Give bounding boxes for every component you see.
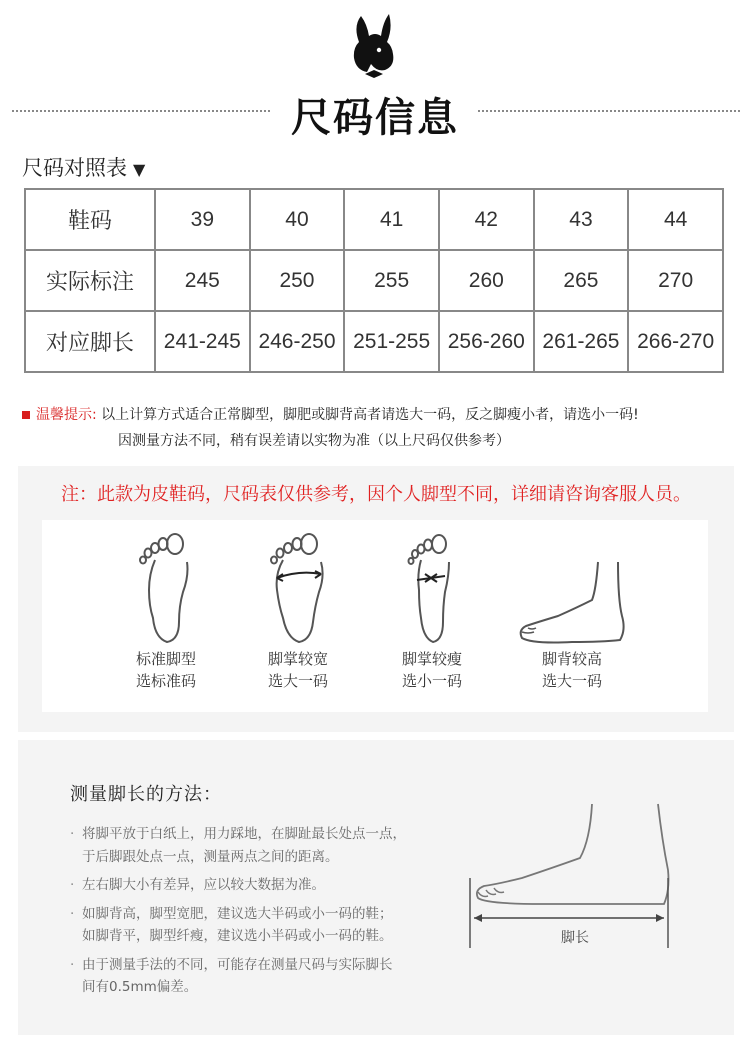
method-text: 于后脚跟处点一点，测量两点之间的距离。 xyxy=(82,848,339,865)
brand-logo xyxy=(343,12,405,82)
tips-text-1: 以上计算方式适合正常脚型，脚肥或脚背高者请选大一码，反之脚瘦小者，请选小一码! xyxy=(101,407,639,423)
foot-length-diagram-icon xyxy=(462,800,682,960)
list-item xyxy=(70,874,470,897)
table-cell: 250 xyxy=(250,250,345,311)
row-header: 对应脚长 xyxy=(25,311,155,372)
size-table-title-text: 尺码对照表 xyxy=(22,156,127,180)
standard-foot-icon xyxy=(131,530,201,648)
list-item xyxy=(70,903,470,948)
table-cell: 260 xyxy=(439,250,534,311)
table-cell: 266-270 xyxy=(628,311,723,372)
page-title: 尺码信息 xyxy=(291,95,459,141)
divider-right xyxy=(478,110,740,112)
table-cell: 261-265 xyxy=(534,311,629,372)
foot-type-caption-1: 脚掌较瘦 xyxy=(401,650,462,668)
method-text: 如脚背高，脚型宽肥，建议选大半码或小一码的鞋； xyxy=(82,905,393,922)
tips-text-2: 因测量方法不同，稍有误差请以实物为准（以上尺码仅供参考） xyxy=(118,433,510,449)
foot-type-standard xyxy=(106,520,226,692)
table-cell: 40 xyxy=(250,189,345,250)
list-item xyxy=(70,954,470,999)
foot-type-narrow xyxy=(372,520,492,692)
high-instep-foot-icon xyxy=(512,530,632,648)
size-chart-table xyxy=(24,188,724,373)
table-cell: 251-255 xyxy=(344,311,439,372)
foot-type-caption-1: 脚掌较宽 xyxy=(267,650,328,668)
wide-foot-icon xyxy=(263,530,333,648)
narrow-foot-icon xyxy=(397,530,467,648)
table-row xyxy=(25,250,723,311)
foot-type-wide xyxy=(238,520,358,692)
table-cell: 245 xyxy=(155,250,250,311)
section-header xyxy=(0,82,750,142)
list-item xyxy=(70,823,470,868)
foot-length-label: 脚长 xyxy=(561,930,589,946)
table-cell: 255 xyxy=(344,250,439,311)
method-text: 如脚背平，脚型纤瘦，建议选小半码或小一码的鞋。 xyxy=(82,928,393,944)
table-cell: 42 xyxy=(439,189,534,250)
table-cell: 41 xyxy=(344,189,439,250)
bullet-dot-icon: · xyxy=(70,877,75,893)
method-title: 测量脚长的方法： xyxy=(70,784,222,805)
foot-type-caption-2: 选大一码 xyxy=(541,672,602,690)
table-row xyxy=(25,311,723,372)
method-text: 左右脚大小有差异，应以较大数据为准。 xyxy=(82,877,325,893)
foot-type-high-instep xyxy=(502,520,642,692)
table-cell: 43 xyxy=(534,189,629,250)
method-text: 由于测量手法的不同，可能存在测量尺码与实际脚长 xyxy=(82,956,393,973)
foot-type-box xyxy=(42,520,708,712)
method-text: 将脚平放于白纸上，用力踩地，在脚趾最长处点一点， xyxy=(82,826,406,842)
red-square-icon xyxy=(22,411,30,419)
method-list xyxy=(70,823,470,1005)
table-row xyxy=(25,189,723,250)
table-cell: 246-250 xyxy=(250,311,345,372)
size-table-title xyxy=(22,152,145,182)
size-tips xyxy=(22,402,742,454)
triangle-down-icon: ▼ xyxy=(133,160,146,179)
table-cell: 270 xyxy=(628,250,723,311)
bullet-dot-icon: · xyxy=(70,826,75,842)
table-cell: 39 xyxy=(155,189,250,250)
foot-type-caption-2: 选大一码 xyxy=(267,672,328,690)
method-text: 间有0.5mm偏差。 xyxy=(82,979,198,995)
table-cell: 241-245 xyxy=(155,311,250,372)
tips-label: 温馨提示: xyxy=(36,407,97,423)
foot-type-caption-2: 选小一码 xyxy=(401,672,462,690)
divider-left xyxy=(12,110,270,112)
leather-shoe-note: 注：此款为皮鞋码，尺码表仅供参考，因个人脚型不同，详细请咨询客服人员。 xyxy=(61,484,691,505)
foot-type-caption-1: 标准脚型 xyxy=(135,650,196,668)
table-cell: 44 xyxy=(628,189,723,250)
table-cell: 256-260 xyxy=(439,311,534,372)
tips-line-1 xyxy=(22,402,742,428)
bullet-dot-icon: · xyxy=(70,956,75,973)
row-header: 实际标注 xyxy=(25,250,155,311)
row-header: 鞋码 xyxy=(25,189,155,250)
table-cell: 265 xyxy=(534,250,629,311)
foot-type-caption-2: 选标准码 xyxy=(135,672,196,690)
bullet-dot-icon: · xyxy=(70,905,75,922)
foot-type-caption-1: 脚背较高 xyxy=(541,650,602,668)
